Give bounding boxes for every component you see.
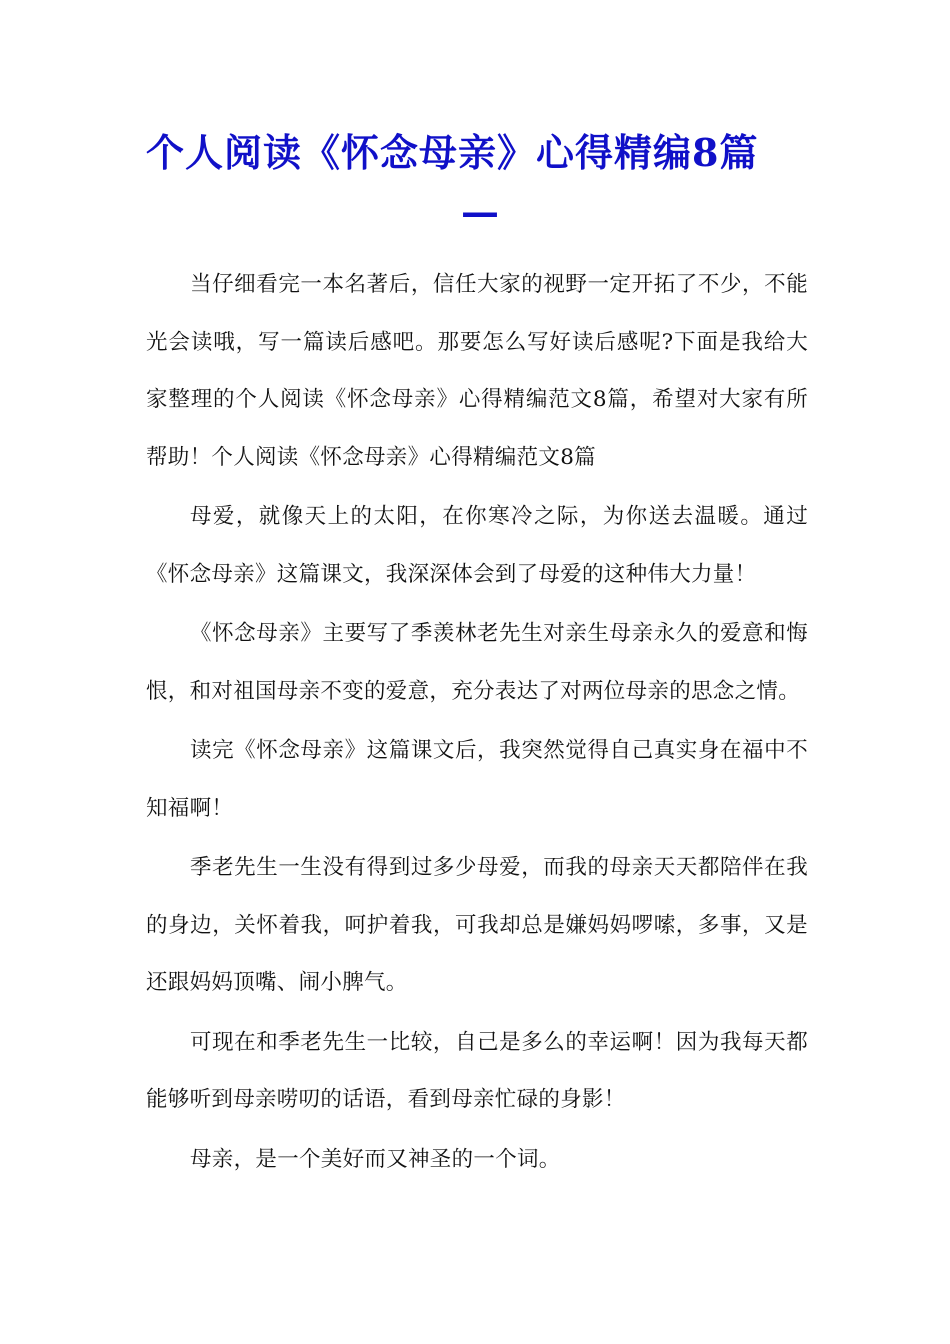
paragraph: 母爱，就像天上的太阳，在你寒冷之际，为你送去温暖。通过《怀念母亲》这篇课文，我深深体会到了母爱的这种伟大力量！: [146, 504, 808, 587]
document-title: 个人阅读《怀念母亲》心得精编8篇: [146, 130, 759, 175]
document-body: [146, 256, 808, 1190]
paragraph: 可现在和季老先生一比较，自己是多么的幸运啊！因为我每天都能够听到母亲唠叨的话语，看到母亲忙碌的身影！: [146, 1029, 808, 1112]
title-dash: —: [461, 189, 499, 234]
paragraph-intro: 当仔细看完一本名著后，信任大家的视野一定开拓了不少，不能光会读哦，写一篇读后感吧。那要怎么写好读后感呢?下面是我给大家整理的个人阅读《怀念母亲》心得精编范文8篇，希望对大家有所帮助！个人阅读《怀念母亲》心得精编范文8篇: [146, 272, 808, 470]
paragraph: 读完《怀念母亲》这篇课文后，我突然觉得自己真实身在福中不知福啊！: [146, 738, 808, 821]
paragraph: 季老先生一生没有得到过多少母爱，而我的母亲天天都陪伴在我的身边，关怀着我，呵护着我，可我却总是嫌妈妈啰嗦，多事，又是还跟妈妈顶嘴、闹小脾气。: [146, 855, 808, 995]
paragraph: 《怀念母亲》主要写了季羡林老先生对亲生母亲永久的爱意和悔恨，和对祖国母亲不变的爱意，充分表达了对两位母亲的思念之情。: [146, 621, 808, 704]
paragraph: 母亲，是一个美好而又神圣的一个词。: [190, 1146, 561, 1172]
